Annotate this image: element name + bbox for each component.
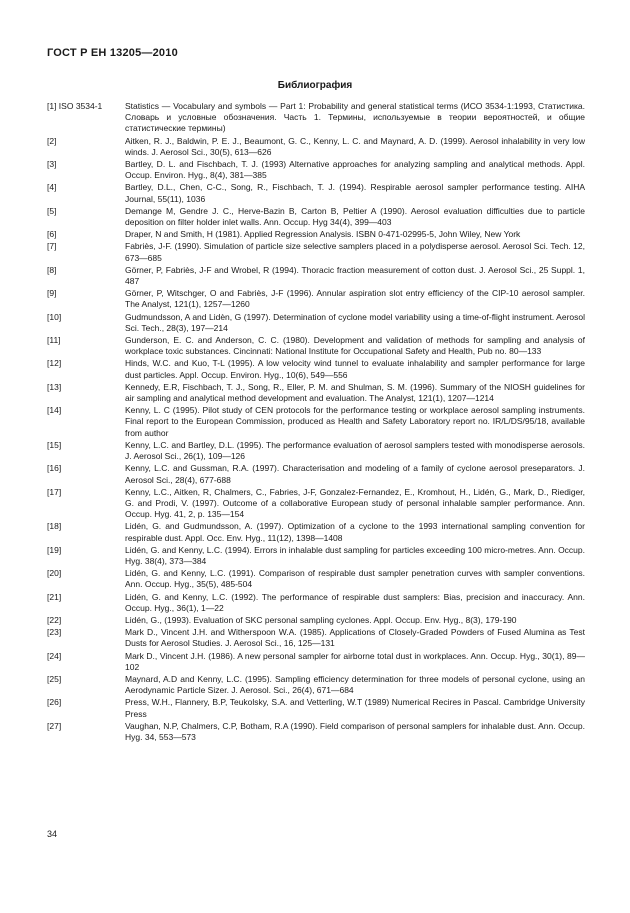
reference-number: [22] bbox=[47, 614, 62, 625]
reference-item bbox=[47, 463, 585, 485]
reference-number: [10] bbox=[47, 311, 62, 322]
reference-number: [7] bbox=[47, 241, 57, 252]
reference-item bbox=[47, 651, 585, 673]
page-number: 34 bbox=[47, 829, 58, 839]
reference-text: Vaughan, N.P, Chalmers, C.P, Botham, R.A (1990). Field comparison of personal samplers for inhalable dust. Ann. Occup. Hyg. 34, 553—573 bbox=[125, 720, 585, 742]
reference-item bbox=[47, 182, 585, 204]
reference-item bbox=[47, 101, 585, 135]
reference-item bbox=[47, 312, 585, 334]
reference-text: Mark D., Vincent J.H. (1986). A new personal sampler for airborne total dust in workplaces. Ann. Occup. Hyg., 30(1), 89—102 bbox=[125, 650, 585, 672]
reference-item bbox=[47, 487, 585, 521]
reference-item bbox=[47, 358, 585, 380]
reference-item bbox=[47, 382, 585, 404]
reference-text: Mark D., Vincent J.H. and Witherspoon W.A. (1985). Applications of Closely-Graded Powders of Fused Alumina as Test Dusts for Aerosol Studies. J. Aerosol Sci., 16, 125—131 bbox=[125, 627, 585, 649]
reference-text: Draper, N and Smith, H (1981). Applied Regression Analysis. ISBN 0-471-02995-5, John Wiley, New York bbox=[125, 229, 521, 240]
reference-number: [20] bbox=[47, 568, 62, 579]
reference-text: Hinds, W.C. and Kuo, T-L (1995). A low velocity wind tunnel to evaluate inhalability and sampler performance for large dust particles. Appl. Occup. Environ. Hyg., 10(6), 549—556 bbox=[125, 358, 585, 380]
reference-text: Statistics — Vocabulary and symbols — Part 1: Probability and general statistical terms (ИСО 3534-1:1993, Статистика. Словарь и условные обозначения. Часть 1. Термины, используемые в теории вероятностей, и общие статистические термины) bbox=[125, 101, 585, 134]
reference-number: [9] bbox=[47, 288, 57, 299]
reference-text: Maynard, A.D and Kenny, L.C. (1995). Sampling efficiency determination for three models of personal cyclone, using an Aerodynamic Particle Sizer. J. Aerosol. Sci., 26(4), 671—684 bbox=[125, 673, 585, 696]
reference-number: [17] bbox=[47, 486, 62, 497]
reference-number: [4] bbox=[47, 182, 57, 193]
reference-item bbox=[47, 241, 585, 263]
reference-item bbox=[47, 229, 585, 240]
reference-number: [15] bbox=[47, 439, 62, 450]
reference-number: [8] bbox=[47, 264, 57, 275]
reference-number: [25] bbox=[47, 673, 62, 684]
reference-item bbox=[47, 568, 585, 590]
reference-text: Demange M, Gendre J. C., Herve-Bazin B, Carton B, Peltier A (1990). Aerosol evaluation difficulties due to particle deposition on filter holder inlet walls. Ann. Occup. Hyg 34(4), 399—403 bbox=[125, 205, 585, 228]
reference-number: [13] bbox=[47, 381, 62, 392]
reference-number: [11] bbox=[47, 335, 61, 346]
reference-item bbox=[47, 521, 585, 543]
section-title: Библиография bbox=[277, 80, 353, 91]
reference-text: Lidén, G. and Kenny, L.C. (1991). Comparison of respirable dust sampler penetration curves with sampler conventions. Ann. Occup. Hyg., 35(5), 485-504 bbox=[125, 568, 585, 590]
reference-text: Lidén, G. and Kenny, L.C. (1994). Errors in inhalable dust sampling for particles exceeding 100 micro-metres. Ann. Occup. Hyg. 38(4), 373—384 bbox=[125, 544, 585, 566]
reference-text: Lidén, G. and Kenny, L.C. (1992). The performance of respirable dust samplers: Bias, precision and inaccuracy. Ann. Occup. Hyg., 36(1), 1—22 bbox=[125, 591, 585, 613]
reference-number: [12] bbox=[47, 358, 62, 369]
reference-item bbox=[47, 206, 585, 228]
reference-text: Lidén, G., (1993). Evaluation of SKC personal sampling cyclones. Appl. Occup. Env. Hyg., 8(3), 179-190 bbox=[125, 614, 517, 625]
reference-number: [6] bbox=[47, 229, 57, 240]
reference-text: Fabriès, J-F. (1990). Simulation of particle size selective samplers placed in a polydisperse aerosol. Aerosol Sci. Tech. 12, 673—685 bbox=[125, 241, 585, 263]
reference-number: [24] bbox=[47, 650, 62, 661]
reference-text: Bartley, D.L., Chen, C-C., Song, R., Fischbach, T. J. (1994). Respirable aerosol sampler performance testing. AIHA Journal, 55(11), 1036 bbox=[125, 182, 585, 204]
document-header: ГОСТ Р ЕН 13205—2010 bbox=[47, 47, 178, 59]
reference-list bbox=[47, 101, 585, 744]
reference-number: [1] ISO 3534-1 bbox=[47, 101, 103, 111]
reference-number: [21] bbox=[47, 591, 62, 602]
reference-item bbox=[47, 288, 585, 310]
reference-item bbox=[47, 627, 585, 649]
reference-text: Kenny, L.C., Aitken, R, Chalmers, C., Fabries, J-F, Gonzalez-Fernandez, E., Kromhout, H., Lidén, G., Mark, D., Riediger, G. and Prodi, V. (1997). Outcome of a collaborative European study of personal inhalable sampler performance. Ann. Occup. Hyg. 41, 2, p. 135—154 bbox=[125, 486, 585, 520]
reference-number: [27] bbox=[47, 720, 62, 731]
reference-item bbox=[47, 265, 585, 287]
reference-item bbox=[47, 545, 585, 567]
reference-number: [16] bbox=[47, 463, 62, 474]
reference-item bbox=[47, 159, 585, 181]
reference-text: Gunderson, E. C. and Anderson, C. C. (1980). Development and validation of methods for sampling and analysis of workplace toxic substances. Cincinnati: National Institute for Occupational Safety and Health, Pub no. 80—133 bbox=[125, 335, 585, 357]
reference-text: Bartley, D. L. and Fischbach, T. J. (1993) Alternative approaches for analyzing sampling and analytical methods. Appl. Occup. Environ. Hyg., 8(4), 381—385 bbox=[125, 159, 585, 181]
reference-item bbox=[47, 136, 585, 158]
reference-number: [23] bbox=[47, 627, 62, 638]
reference-number: [3] bbox=[47, 159, 57, 170]
reference-text: Gudmundsson, A and Lidèn, G (1997). Determination of cyclone model variability using a time-of-flight instrument. Aerosol Sci. Tech., 28(3), 197—214 bbox=[125, 311, 585, 333]
reference-number: [14] bbox=[47, 405, 62, 416]
reference-item bbox=[47, 721, 585, 743]
reference-number: [19] bbox=[47, 544, 62, 555]
reference-item bbox=[47, 615, 585, 626]
reference-text: Press, W.H., Flannery, B.P, Teukolsky, S.A. and Vetterling, W.T (1989) Numerical Recires in Pascal. Cambridge University Press bbox=[125, 697, 585, 719]
reference-text: Kenny, L.C. and Gussman, R.A. (1997). Characterisation and modeling of a family of cyclone aerosol preseparators. J. Aerosol Sci., 28(4), 677-688 bbox=[125, 463, 585, 485]
reference-item bbox=[47, 592, 585, 614]
reference-item bbox=[47, 674, 585, 696]
reference-text: Görner, P, Witschger, O and Fabriès, J-F (1996). Annular aspiration slot entry efficiency of the CIP-10 aerosol sampler. The Analyst, 121(1), 1257—1260 bbox=[125, 288, 585, 310]
reference-text: Kenny, L. C (1995). Pilot study of CEN protocols for the performance testing or workplace aerosol sampling instruments. Final report to the European Commission, produced as Health and Safety Laboratory report no. IR/L/DS/95/18, available from author bbox=[125, 405, 585, 438]
reference-number: [5] bbox=[47, 205, 57, 216]
reference-item bbox=[47, 697, 585, 719]
reference-text: Kennedy, E.R, Fischbach, T. J., Song, R., Eller, P. M. and Shulman, S. M. (1996). Summary of the NIOSH guidelines for air sampling and analytical method development and evaluation. The Analyst, 121(1), 1207—1214 bbox=[125, 381, 585, 404]
reference-text: Kenny, L.C. and Bartley, D.L. (1995). The performance evaluation of aerosol samplers tested with monodisperse aerosols. J. Aerosol Sci., 26(1), 109—126 bbox=[125, 439, 585, 462]
reference-number: [26] bbox=[47, 697, 62, 708]
reference-text: Aitken, R. J., Baldwin, P. E. J., Beaumont, G. C., Kenny, L. C. and Maynard, A. D. (1999). Aerosol inhalability in very low winds. J. Aerosol Sci., 30(5), 613—626 bbox=[125, 135, 585, 157]
reference-number: [2] bbox=[47, 135, 57, 146]
reference-item bbox=[47, 440, 585, 462]
reference-text: Lidén, G. and Gudmundsson, A. (1997). Optimization of a cyclone to the 1993 international sampling convention for respirable dust. Appl. Occ. Env. Hyg., 11(12), 1398—1408 bbox=[125, 521, 585, 543]
reference-text: Görner, P, Fabriès, J-F and Wrobel, R (1994). Thoracic fraction measurement of cotton dust. J. Aerosol Sci., 25 Suppl. 1, 487 bbox=[125, 264, 585, 287]
reference-item bbox=[47, 405, 585, 439]
reference-number: [18] bbox=[47, 521, 62, 532]
reference-item bbox=[47, 335, 585, 357]
